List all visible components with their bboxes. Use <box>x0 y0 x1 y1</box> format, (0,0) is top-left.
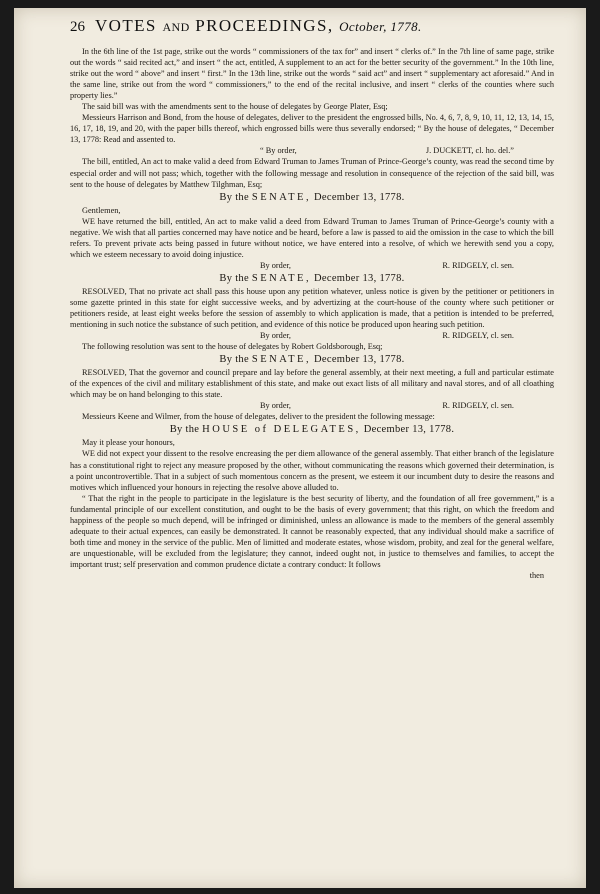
paragraph-sent-plater: The said bill was with the amendments sent to the house of delegates by George Plater, Esq; <box>82 102 388 112</box>
page-number: 26 <box>70 19 85 35</box>
salutation-honours: May it please your honours, <box>82 438 175 448</box>
paragraph-sent-goldsborough: The following resolution was sent to the house of delegates by Robert Goldsborough, Esq; <box>82 342 383 352</box>
running-header <box>70 16 554 42</box>
heading-senate-1: By the SENATE, December 13, 1778. <box>219 191 405 203</box>
paragraph-engrossed-bills: Messieurs Harrison and Bond, from the house of delegates, deliver to the president the engrossed bills, No. 4, 6, 7, 8, 9, 10, 11, 12, 13, 14, 15, 16, 17, 18, 19, and 20, with the paper bills thereof, which engrossed bills were thus severally endorsed; “ By the house of delegates, “ December 13, 1778: Read and assented to. <box>70 113 554 145</box>
paragraph-senate-message: WE have returned the bill, entitled, An act to make valid a deed from Edward Truman to James Truman of Prince-George’s county with a negative. We wish that all parties concerned may have notice and be heard, before a law is passed to aid the omission in the case to which the bill refers. To prevent private acts being passed in future without notice, we have entered into a resolve, of which we herewith send you a copy, which we esteem necessary to avoid doing injustice. <box>70 216 554 259</box>
paragraph-right-of-people: “ That the right in the people to participate in the legislature is the best security of liberty, and the foundation of all free government,” is a fundamental principle of our excellent constitution, and ought to be the basis of every government; that this right, on which the freedom and happiness of the people so much depend, will be infringed or diminished, unless an allowance is made to the members of the general assembly adequate to their actual expences, can easily be demonstrated. It cannot be reasonably expected, that any individual should make a sacrifice of both time and money in the service of the public. Men of limitted and moderate estates, whose wisdom, probity, and zeal for the general welfare, are unquestionable, will be excluded from the legislature; they cannot, indeed ought not, in justice to themselves and families, to accept the important trust; self preservation and common prudence dictate a contrary conduct: It follows <box>70 493 554 569</box>
salutation-gentlemen: Gentlemen, <box>82 205 121 215</box>
paragraph-keene-wilmer: Messieurs Keene and Wilmer, from the house of delegates, deliver to the president the following message: <box>82 412 435 422</box>
header-date: October, 1778. <box>339 19 422 34</box>
heading-house-of-delegates: By the HOUSE of DELEGATES, December 13, 1778. <box>169 424 455 436</box>
signature-ridgely-1: By order, R. RIDGELY, cl. sen. <box>260 260 514 270</box>
signature-ridgely-3: By order, R. RIDGELY, cl. sen. <box>260 401 514 411</box>
paragraph-resolved-private-act: RESOLVED, That no private act shall pass this house upon any petition whatever, unless notice is given by the petitioner or petitioners in some gazette printed in this state for eight successive weeks, and by advertizing at the court-house of the county where such petitioner or petitioners reside, at least eight weeks before the session of assembly to which application is made, that a petition is intended to be preferred, mentioning in such notice the substance of such petition, and evidence of this notice be produced upon hearing such petition. <box>70 286 554 330</box>
paragraph-amendments: In the 6th line of the 1st page, strike out the words “ commissioners of the tax for” and insert “ clerks of.” In the 7th line of same page, strike out the words “ said recited act,” and insert “ the act, entitled, A supplement to an act for the better security of the government.” In the 10th line, strike out the word “ above” and insert “ first.” In the 13th line, strike out the words “ said act” and insert “ supplementary act aforesaid.” And in the same line, strike out from the word “ commissioners,” to the end of the recital inclusive, and insert “ clerks of the counties where such property lies.” <box>70 47 554 101</box>
header-title-votes: VOTES <box>95 16 157 35</box>
paragraph-truman-bill: The bill, entitled, An act to make valid a deed from Edward Truman to James Truman of Prince-George’s county, was read the second time by especial order and will not pass; which, together with the following message and resolution in consequence of the rejection of the said bill, was sent to the house of delegates by Matthew Tilghman, Esq; <box>70 157 554 189</box>
paragraph-resolved-estimate: RESOLVED, That the governor and council prepare and lay before the general assembly, at their next meeting, a full and particular estimate of the expences of the civil and military establishment of this state, and make out exact lists of all military and naval stores, and of all cloathing which may be on hand belonging to this state. <box>70 368 554 400</box>
heading-senate-2: By the SENATE, December 13, 1778. <box>219 272 405 284</box>
catchword: then <box>529 570 544 580</box>
page-body <box>70 46 554 581</box>
header-title-proceedings: PROCEEDINGS, <box>195 16 334 35</box>
header-title-and: AND <box>162 20 190 34</box>
heading-senate-3: By the SENATE, December 13, 1778. <box>219 354 405 366</box>
document-page <box>14 8 586 888</box>
signature-ridgely-2: By order, R. RIDGELY, cl. sen. <box>260 331 514 341</box>
paragraph-dissent: WE did not expect your dissent to the resolve encreasing the per diem allowance of the general assembly. That either branch of the legislature has a constitutional right to reject any measure proposed by the other, without communicating the reasons which governed their determination, is a point uncontrovertible. That in a subject of such momentous concern as the present, we esteem it our incumbent duty to desire the reasons and motives which influenced your honours in rejecting the resolve above alluded to. <box>70 449 554 492</box>
signature-duckett: “ By order, J. DUCKETT, cl. ho. del.” <box>260 146 514 156</box>
